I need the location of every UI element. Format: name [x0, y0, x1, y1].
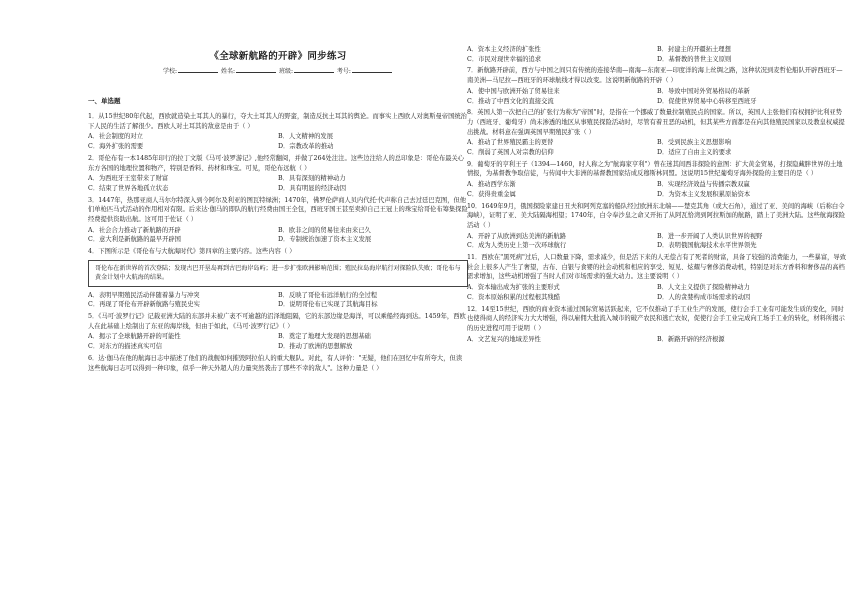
question — [88, 354, 468, 373]
answer-option[interactable]: B．实现经济效益与传播宗教双赢 — [657, 181, 750, 189]
answer-option[interactable]: C．获得贵重金属 — [467, 190, 516, 198]
answer-option[interactable]: C．推动了中西文化的直接交流 — [467, 97, 554, 105]
answer-option[interactable]: A．社会合力推动了新航路的开辟 — [88, 226, 181, 234]
question — [467, 66, 847, 106]
exam-number-blank[interactable] — [352, 66, 392, 73]
answer-option[interactable]: B．进一步开阔了人类认识世界的视野 — [657, 232, 763, 240]
question-text: 7．新航路开辟前，西方与中国之间只有传统的连接华南—南海—东南亚—印度洋的海上丝绸之路，这种状况到麦哲伦船队开辟西班牙—南美洲—马尼拉—西班牙的环球航线才得以改变。这说明新航路的开辟（ ） — [467, 67, 843, 85]
left-column — [88, 112, 468, 373]
question — [467, 253, 847, 303]
answer-option[interactable]: B．新路开辟的经济根源 — [657, 335, 725, 343]
question — [88, 154, 468, 194]
answer-option[interactable]: B．封建主的开疆拓土理想 — [657, 46, 731, 53]
answer-options — [467, 45, 847, 64]
question-text: 2．哥伦布有一本1485年印行的拉丁文版《马可·波罗游记》,他经常翻阅，并做了264处注注。这些边注给人的总印象是：哥伦布最关心东方各国的地理位置和物产，特别是香料、药材和珠宝。可见，哥伦布远航（ ） — [88, 154, 465, 172]
answer-option[interactable]: C．海外扩张的需要 — [88, 143, 144, 151]
answer-option[interactable]: B．欧非之间的贸易往来由来已久 — [278, 226, 371, 234]
question-text: 3．1447年，热那亚商人马尔尔特深入到今阿尔及利亚的图瓦特绿洲；1470年，佛罗伦萨商人贝内代托·代声称自己去过廷巴克图，但他们单枪匹马式活动的作用相对有限。后来达·伽马的即队的航行经费由国王全包，西班牙国王甚至卖掉自己王冠上的珠宝给哥伦布筹集探险经费提供资助出航。这可用于佐证（ ） — [88, 196, 468, 224]
answer-option[interactable]: A．推动西学东渐 — [467, 181, 516, 189]
answer-option[interactable]: D．适应了自由主义的要求 — [657, 149, 732, 157]
answer-option[interactable]: C．资本原始积累的过程根其残酷 — [467, 293, 560, 301]
answer-option[interactable]: D．专制统治加速了资本主义发展 — [278, 236, 372, 244]
question — [467, 108, 847, 158]
question — [88, 312, 468, 352]
question — [88, 247, 468, 310]
answer-option[interactable]: A．推动了世界殖民霸主的更替 — [467, 139, 554, 147]
answer-options — [88, 226, 468, 245]
answer-option[interactable]: C．削弱了英国人对宗教的信仰 — [467, 149, 554, 157]
question-text: 9．葡萄牙的亨利王子（1394—1460，时人称之为"航海家亨利"）曾在迷其间西非探险的意图：扩大黄金贸易，打探隐藏胖世界的土地情报，为基督教争取信徒，与传闻中大非洲的基督教国家结成反穆斯林同盟。这说明15世纪葡萄牙海外探险的主要目的是（ ） — [467, 160, 843, 178]
question-text: 11．西欧在"黑死病"过后，人口数量下降，需求减少，但是活下来的人无偿占有了死者的财富，具备了较强的消费能力，一些暴富，导致社会上很多人产生了奢望，古布、白银与食婴的社会动机和相应的享受、短见、炫耀与奢侈消费动机，特别是对东方香料和奢侈品的高档需求增加，这些动机增强了当时人们对市场需求的强大动力。这主要说明（ ） — [467, 254, 847, 281]
answer-option[interactable]: B．导致中国对外贸易格局的革新 — [657, 87, 750, 95]
question-figure-box: 哥伦布在新世界的首次登陆；发现古巴开垦岛再到古巴海岸岛屿；进一步扩张欧洲影响范围；殖民拉岛海岸航行对探险队失败；哥伦布与黄金计划中大航海的结果。 — [88, 260, 468, 287]
answer-options — [88, 132, 468, 151]
answer-option[interactable]: A．揭示了全球航路开辟的可能性 — [88, 333, 181, 341]
answer-option[interactable]: C．对东方的描述真实可信 — [88, 343, 163, 351]
answer-option[interactable]: D．表明俄国航海技术水平世界领先 — [657, 242, 757, 250]
question-text: 8．英国人第一次把自己的扩张行为称为"帝国"时，是指在一个挪威了数量拉制殖民点的国家。所以，英国人主张他们有权拥护比利亚势力（西班牙、葡萄牙）尚未渗透的地区从事殖民探险活动时，尽管有着丑恶的动机，但其某些方面都是在向其他殖民国家以及教皇权威提出挑战。材料意在强调英国早期殖民扩张（ ） — [467, 109, 845, 136]
question-text: 6．达·伽马在他的航海日志中描述了他们的战舰如何摧毁阿拉伯人的重大舰队。对此，有人评价："无疑，他们在回忆中有所夸大，但读这些航海日志可以得到一种印象，似乎一种天外超人的力量突然袭击了那些不幸的敌人"。这种力量是（ ） — [88, 354, 463, 372]
document-title: 《全球新航路的开辟》同步练习 — [209, 51, 347, 62]
student-info-line — [88, 66, 468, 75]
answer-option[interactable]: D．基督教的普世主义原则 — [657, 55, 732, 63]
answer-options — [467, 138, 847, 157]
question-text: 10．1649年9月，俄国探险家建日丑夫和阿列克塞的船队经过欧洲东北端——楚克其角（或大石角），通过了亚、美间的海峡（后称白令海峡），证明了亚、美大陆隔海相望；1740年，白令奉沙皇之命又开拓了从阿瓦恰湾到阿拉斯加的航路，踏上了美洲大陆。这些航海探险活动（ ） — [467, 202, 846, 229]
name-blank[interactable] — [236, 66, 276, 73]
school-label: 学校: — [163, 68, 178, 75]
answer-options — [467, 335, 847, 345]
answer-option[interactable]: D．说明哥伦布已实现了其航海目标 — [278, 301, 378, 309]
answer-option[interactable]: A．社会制度的对立 — [88, 133, 143, 141]
answer-option[interactable]: B．人文精神的发展 — [278, 133, 334, 141]
answer-option[interactable]: A．文艺复兴的地域差异性 — [467, 335, 541, 343]
answer-option[interactable]: B．受到民族主义思想影响 — [657, 139, 731, 147]
class-label: 班级: — [278, 68, 293, 75]
answer-options — [467, 87, 847, 106]
answer-option[interactable]: B．人文主义提供了探险精神动力 — [657, 284, 750, 292]
answer-option[interactable]: D．人的贪婪构成市场需求的动因 — [657, 293, 751, 301]
class-blank[interactable] — [294, 66, 334, 73]
answer-option[interactable]: D．宗教改革的推动 — [278, 143, 334, 151]
answer-options — [88, 332, 468, 351]
answer-option[interactable]: C．意大利是新航路的最早开辟国 — [88, 236, 181, 244]
answer-option[interactable]: A．资本输出成为扩张的主要形式 — [467, 284, 560, 292]
answer-option[interactable]: A．表明早期殖民活动伴随着暴力与冲突 — [88, 291, 200, 299]
school-blank[interactable] — [178, 66, 218, 73]
question-text: 12．14至15世纪，西欧的商业资本通过国际贸易活跃起来，它不仅推动了手工业生产的发展，使行会手工业有可能发生质的变化，同时也使得商人的经济实力大大增强，得以雇佣大批流入城市的破产农民和逃亡农奴，促使行会手工业完成向工场手工业的转化，材料所揭示的历史进程可用于说明（ ） — [467, 305, 845, 332]
answer-option[interactable]: C．市民对现世幸福的追求 — [467, 55, 542, 63]
name-label: 姓名: — [221, 68, 236, 75]
answer-option[interactable]: D．具有明显的经济动因 — [278, 184, 347, 192]
question-text: 5．《马可·波罗行记》记载亚洲大陆的东部并未被广袤不可逾越的沼泽地阻隔，它的东部边缘是海洋，可以乘船经海到达。1459年，西欧人在此基础上绘制出了东亚的海岸线，但由于如此，《马可·波罗行记》（ ） — [88, 313, 466, 330]
answer-option[interactable]: A．资本主义经济的扩张性 — [467, 46, 541, 53]
answer-option[interactable]: A．开辟了从欧洲到达美洲的新航路 — [467, 232, 567, 240]
answer-option[interactable]: B．奠定了地理大发现的思想基础 — [278, 333, 371, 341]
right-column — [467, 44, 847, 346]
answer-options — [467, 180, 847, 199]
answer-option[interactable]: B．反映了哥伦布远洋航行的全过程 — [278, 291, 378, 299]
answer-options — [88, 291, 468, 310]
answer-option[interactable]: D．促使世界贸易中心转移至西班牙 — [657, 97, 757, 105]
question — [88, 112, 468, 152]
question — [467, 202, 847, 252]
answer-options — [88, 174, 468, 193]
question — [88, 196, 468, 246]
answer-options — [467, 232, 847, 251]
answer-option[interactable]: C．再现了哥伦布开辟新航路与殖民史实 — [88, 301, 200, 309]
answer-options — [467, 283, 847, 302]
exam-number-label: 考号: — [336, 68, 351, 75]
answer-option[interactable]: C．结束了世界各地孤立状态 — [88, 184, 169, 192]
question — [467, 305, 847, 345]
section-heading: 一、单选题 — [88, 97, 121, 105]
answer-option[interactable]: A．使中国与欧洲开始了贸易往来 — [467, 87, 560, 95]
question-text: 4．下图所示是《哥伦布与大航海时代》第四章的主要内容。这些内容（ ） — [88, 248, 296, 256]
answer-option[interactable]: B．具有深刻的精神动力 — [278, 175, 346, 183]
answer-option[interactable]: C．成为人类历史上第一次环球航行 — [467, 242, 567, 250]
question — [467, 45, 847, 64]
question-text: 1．从15世纪80年代起，西欧就造染土耳其人的暴行，夺大土耳其人的野蛮，制造反抗土耳其的舆论。而事实上西欧人对奥斯曼帝国统治下人民的生活了解很少。西欧人对土耳其的敌意是由于（ ） — [88, 113, 467, 130]
answer-option[interactable]: A．为西班牙王室带来了财富 — [88, 175, 169, 183]
answer-option[interactable]: D．推动了欧洲的思想解放 — [278, 343, 353, 351]
question — [467, 160, 847, 200]
answer-option[interactable]: D．为资本主义发展积累原始资本 — [657, 190, 751, 198]
